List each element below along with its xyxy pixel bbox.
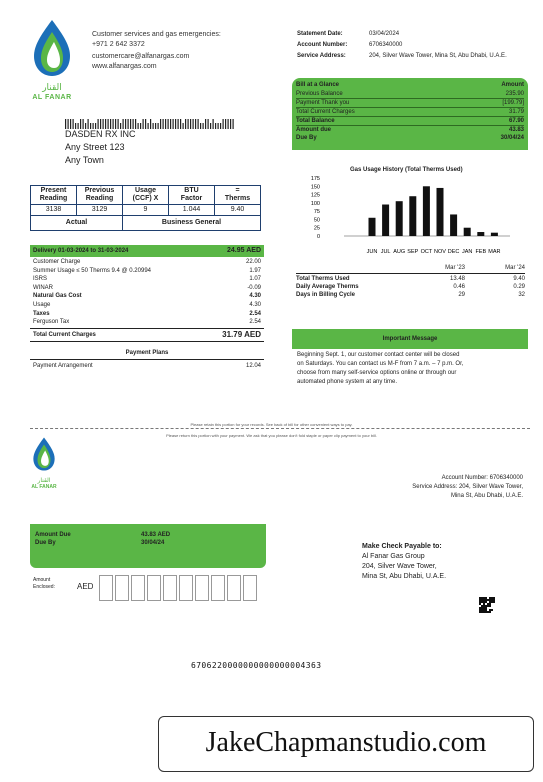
glance-row-value: 67.90 — [508, 118, 524, 124]
contact-email[interactable]: customercare@alfanargas.com — [92, 53, 190, 60]
amount-enclosed-label: Enclosed: — [33, 584, 55, 590]
present-reading-value: 3138 — [31, 205, 77, 216]
qr-module — [481, 597, 483, 599]
qr-module — [489, 601, 491, 603]
glance-row-value: [199.79] — [502, 100, 524, 106]
barcode-bar — [215, 123, 216, 129]
logo-arabic-text: القنار — [42, 83, 62, 93]
charge-label: ISRS — [33, 276, 48, 283]
customer-address — [65, 128, 136, 167]
qr-module — [479, 603, 481, 605]
contact-block — [92, 30, 262, 71]
barcode-bar — [220, 123, 221, 129]
contact-phone[interactable]: +971 2 642 3372 — [92, 41, 145, 48]
chart-ytick: 100 — [310, 200, 320, 207]
comparison-v2: 9.40 — [513, 276, 525, 282]
barcode-bar — [195, 119, 196, 129]
stub-amount-due-value: 43.83 AED — [141, 532, 171, 538]
hdr-previous-2: Reading — [85, 195, 114, 202]
qr-module — [483, 605, 485, 607]
qr-module — [483, 611, 485, 613]
qr-module — [485, 609, 487, 611]
comparison-v1: 0.46 — [453, 284, 465, 290]
amount-enclosed-currency: AED — [77, 582, 94, 591]
stub-logo-latin: AL FANAR — [31, 484, 57, 490]
important-message-body — [297, 351, 525, 387]
qr-module — [487, 605, 489, 607]
qr-module — [487, 603, 489, 605]
chart-xtick: NOV — [434, 249, 446, 255]
charge-value: 2.54 — [249, 319, 261, 326]
qr-module — [485, 599, 487, 601]
payment-arrangement-row — [30, 360, 264, 372]
barcode-bar — [140, 123, 141, 129]
chart-ytick: 150 — [310, 184, 320, 191]
account-number-value: 6706340000 — [369, 42, 403, 48]
charge-value: -0.09 — [247, 284, 261, 291]
barcode-bar — [153, 123, 154, 129]
qr-module — [481, 601, 483, 603]
chart-xtick: SEP — [407, 249, 419, 255]
comparison-label: Daily Average Therms — [296, 284, 359, 290]
qr-module — [483, 601, 485, 603]
qr-module — [493, 599, 495, 601]
qr-module — [485, 605, 487, 607]
barcode-bar — [200, 123, 201, 129]
qr-module — [483, 607, 485, 609]
chart-title: Gas Usage History (Total Therms Used) — [350, 167, 463, 173]
qr-module — [489, 597, 491, 599]
rate-class: Business General — [123, 216, 261, 231]
qr-module — [493, 597, 495, 599]
stub-address-line: Mina St, Abu Dhabi, U.A.E. — [450, 493, 523, 499]
chart-ytick: 75 — [313, 209, 320, 216]
chart-xtick: AUG — [393, 249, 406, 255]
charge-row — [33, 318, 261, 327]
chart-ytick: 50 — [313, 217, 320, 224]
charge-label: Taxes — [33, 310, 50, 317]
qr-module — [489, 609, 491, 611]
comparison-col2: Mar '24 — [505, 265, 525, 271]
qr-module — [485, 607, 487, 609]
glance-row-label: Previous Balance — [296, 91, 343, 97]
charge-row — [33, 258, 261, 267]
company-logo — [30, 18, 74, 102]
qr-module — [483, 599, 485, 601]
barcode-bar — [233, 119, 234, 129]
charge-row — [33, 275, 261, 284]
barcode-bar — [218, 123, 219, 129]
comparison-v1: 29 — [458, 292, 465, 298]
amount-enclosed — [33, 575, 273, 605]
hdr-present-1: Present — [40, 187, 67, 194]
glance-row-value: 31.79 — [508, 109, 524, 115]
service-address-value: 204, Silver Wave Tower, Mina St, Abu Dhabi, U.A.E. — [369, 53, 507, 59]
stub-address-line: Service Address: 204, Silver Wave Tower, — [412, 484, 523, 490]
charge-label: Natural Gas Cost — [33, 293, 82, 300]
customer-town: Any Town — [65, 155, 104, 165]
watermark-box — [158, 716, 534, 772]
hdr-present-2: Reading — [39, 195, 68, 202]
chart-bar — [409, 196, 416, 236]
charge-value: 1.07 — [249, 276, 261, 283]
chart-ytick: 25 — [313, 225, 320, 232]
chart-ytick: 125 — [310, 192, 320, 199]
glance-row-label: Payment Thank you — [296, 100, 350, 106]
qr-module — [489, 611, 491, 613]
qr-code-graphic — [479, 597, 495, 613]
barcode-bar — [225, 119, 226, 129]
payable-line: Al Fanar Gas Group — [362, 553, 425, 560]
stub-amount-due-label: Amount Due — [35, 532, 71, 538]
qr-module — [485, 597, 487, 599]
barcode-bar — [163, 119, 164, 129]
barcode-bar — [175, 119, 176, 129]
delivery-items — [30, 257, 264, 327]
charge-row — [33, 267, 261, 276]
barcode-bar — [165, 119, 166, 129]
usage-value: 9 — [123, 205, 169, 216]
qr-module — [485, 601, 487, 603]
amount-enclosed-label: Amount — [33, 577, 51, 583]
barcode-bar — [145, 119, 146, 129]
watermark-text: JakeChapmanstudio.com — [205, 727, 487, 758]
qr-module — [491, 609, 493, 611]
payable-line: Mina St, Abu Dhabi, U.A.E. — [362, 573, 447, 580]
chart-bar — [369, 218, 376, 236]
payment-arrangement-label: Payment Arrangement — [33, 362, 93, 369]
hdr-btu-1: BTU — [184, 187, 199, 194]
total-current-label: Total Current Charges — [33, 331, 96, 338]
charge-row — [33, 310, 261, 319]
barcode-bar — [198, 119, 199, 129]
chart-bar — [491, 233, 498, 236]
charge-label: Ferguson Tax — [33, 319, 70, 326]
logo-latin-text: AL FANAR — [32, 94, 72, 101]
micr-line: 6706220000000000000004363 — [191, 661, 322, 670]
barcode-bar — [228, 119, 229, 129]
chart-ytick: 0 — [316, 234, 320, 240]
hdr-usage-1: Usage — [134, 187, 156, 194]
stub-amount-due-box — [30, 524, 266, 568]
payable-block — [362, 542, 522, 582]
qr-module — [479, 607, 481, 609]
glance-row-label: Amount due — [296, 127, 331, 133]
important-line: Beginning Sept. 1, our customer contact center will be closed — [297, 352, 460, 358]
barcode-bar — [148, 123, 149, 129]
qr-module — [487, 611, 489, 613]
qr-module — [491, 597, 493, 599]
qr-module — [489, 603, 491, 605]
barcode-bar — [180, 119, 181, 129]
barcode-bar — [138, 123, 139, 129]
charge-row — [33, 284, 261, 293]
delivery-charges — [30, 245, 264, 372]
hdr-btu-2: Factor — [180, 195, 203, 202]
chart-bar — [477, 232, 484, 236]
payable-title: Make Check Payable to: — [362, 543, 442, 550]
perforation-line — [30, 428, 530, 429]
qr-module — [479, 601, 481, 603]
tear-notice-bottom: Please return this portion with your payment. We ask that you please don't fold staple or paper clip payment to your bill. — [166, 433, 377, 438]
barcode-bar — [168, 119, 169, 129]
stub-logo-arabic: القنار — [37, 477, 51, 484]
qr-module — [483, 609, 485, 611]
glance-row-label: Total Balance — [296, 118, 335, 124]
qr-module — [481, 599, 483, 601]
important-line: on Saturdays. You can contact us M-F from 7 a.m. – 7 p.m. Or, — [297, 361, 464, 367]
glance-row-label: Due By — [296, 135, 317, 141]
chart-bar — [396, 201, 403, 236]
charge-value: 1.97 — [249, 267, 261, 274]
chart-svg — [300, 164, 520, 260]
charge-label: Summer Usage ≤ 50 Therms 9.4 @ 0.20994 — [33, 267, 151, 274]
qr-module — [491, 599, 493, 601]
chart-bar — [464, 228, 471, 236]
hdr-therms-2: Therms — [224, 195, 251, 202]
chart-bar — [423, 186, 430, 236]
charge-label: Customer Charge — [33, 259, 81, 265]
contact-website[interactable]: www.alfanargas.com — [92, 63, 157, 70]
barcode-bar — [223, 119, 224, 129]
qr-module — [483, 597, 485, 599]
charge-value: 22.00 — [245, 259, 261, 265]
delivery-header — [30, 245, 264, 257]
qr-module — [479, 599, 481, 601]
glance-row-label: Total Current Charges — [296, 109, 355, 115]
payment-plans-title: Payment Plans — [30, 349, 264, 360]
charge-row — [33, 292, 261, 301]
hdr-previous-1: Previous — [84, 187, 115, 194]
barcode-bar — [170, 119, 171, 129]
barcode-bar — [155, 123, 156, 129]
chart-xtick: JAN — [462, 249, 473, 255]
glance-row-value: 43.83 — [508, 127, 524, 133]
barcode-bar — [160, 119, 161, 129]
charge-label: WINAR — [33, 284, 53, 291]
previous-reading-value: 3129 — [77, 205, 123, 216]
qr-module — [489, 605, 491, 607]
chart-xtick: FEB — [475, 249, 487, 255]
statement-date-label: Statement Date: — [297, 31, 343, 37]
delivery-title: Delivery 01-03-2024 to 31-03-2024 — [33, 248, 129, 254]
charge-value: 2.54 — [249, 310, 261, 317]
usage-comparison — [296, 264, 525, 299]
payment-arrangement-value: 12.04 — [245, 362, 261, 369]
stub-account-number: Account Number: 6706340000 — [441, 475, 523, 481]
stub-account-info — [340, 474, 523, 501]
therms-value: 9.40 — [215, 205, 261, 216]
stub-due-by-value: 30/04/24 — [141, 540, 165, 546]
stub-due-by-label: Due By — [35, 540, 56, 546]
qr-module — [479, 597, 481, 599]
contact-heading: Customer services and gas emergencies: — [92, 31, 221, 38]
total-current-value: 31.79 AED — [222, 329, 261, 339]
barcode-bar — [193, 119, 194, 129]
barcode-bar — [143, 119, 144, 129]
chart-xtick: OCT — [420, 249, 433, 255]
qr-module — [481, 609, 483, 611]
barcode-bar — [203, 123, 204, 129]
hdr-therms-1: = — [235, 187, 240, 194]
barcode-bar — [185, 119, 186, 129]
important-message-header: Important Message — [292, 329, 528, 349]
chart-ytick: 175 — [310, 176, 320, 182]
glance-amount-header: Amount — [501, 82, 524, 88]
qr-module — [479, 609, 481, 611]
important-line: choose from many self-service options online or through our — [297, 370, 457, 376]
statement-info — [297, 30, 527, 60]
barcode-bar — [230, 119, 231, 129]
stub-flame-logo-icon — [31, 436, 57, 472]
barcode-bar — [205, 119, 206, 129]
customer-name: DASDEN RX INC — [65, 129, 136, 139]
qr-module — [491, 601, 493, 603]
comparison-label: Days in Billing Cycle — [296, 292, 356, 298]
barcode-bar — [190, 119, 191, 129]
chart-xtick: JUL — [380, 249, 391, 255]
qr-module — [485, 611, 487, 613]
charge-row — [33, 301, 261, 310]
delivery-total: 24.95 AED — [227, 247, 261, 254]
barcode-bar — [150, 119, 151, 129]
chart-xtick: DEC — [447, 249, 460, 255]
glance-title: Bill at a Glance — [296, 82, 340, 88]
postal-barcode — [65, 116, 235, 126]
customer-street: Any Street 123 — [65, 142, 125, 152]
comparison-v2: 0.29 — [513, 284, 525, 290]
qr-module — [493, 601, 495, 603]
comparison-col1: Mar '23 — [445, 265, 465, 271]
bill-at-a-glance — [292, 78, 528, 150]
tear-notice-top: Please retain this portion for your records. See back of bill for other convenient ways to pay. — [190, 422, 353, 427]
barcode-bar — [158, 123, 159, 129]
barcode-bar — [208, 119, 209, 129]
statement-date-value: 03/04/2024 — [369, 31, 400, 37]
barcode-bar — [178, 119, 179, 129]
charge-label: Usage — [33, 301, 51, 308]
barcode-bar — [188, 119, 189, 129]
service-address-label: Service Address: — [297, 53, 346, 59]
account-number-label: Account Number: — [297, 42, 348, 48]
comparison-v2: 32 — [518, 292, 525, 298]
barcode-bar — [213, 119, 214, 129]
payable-line: 204, Silver Wave Tower, — [362, 563, 437, 570]
amount-enclosed-field[interactable] — [99, 575, 273, 601]
chart-bar — [450, 214, 457, 236]
total-current-charges — [30, 328, 264, 342]
stub-logo — [31, 436, 57, 488]
meter-reading-table — [30, 185, 261, 231]
comparison-v1: 13.48 — [449, 276, 465, 282]
qr-module — [489, 599, 491, 601]
qr-module — [481, 611, 483, 613]
barcode-bar — [173, 119, 174, 129]
qr-module — [481, 607, 483, 609]
charge-value: 4.30 — [249, 293, 261, 300]
qr-module — [481, 605, 483, 607]
qr-code-icon — [479, 597, 495, 613]
chart-xtick: JUN — [366, 249, 378, 255]
barcode-bar — [183, 123, 184, 129]
reading-type: Actual — [31, 216, 123, 231]
glance-row-value: 30/04/24 — [500, 135, 524, 141]
charge-value: 4.30 — [249, 301, 261, 308]
btu-factor-value: 1.044 — [169, 205, 215, 216]
chart-bar — [382, 205, 389, 236]
chart-xtick: MAR — [488, 249, 501, 255]
qr-module — [479, 611, 481, 613]
comparison-label: Total Therms Used — [296, 276, 350, 282]
glance-row-value: 235.90 — [505, 91, 524, 97]
qr-module — [483, 603, 485, 605]
flame-logo-icon — [30, 18, 74, 78]
qr-module — [487, 599, 489, 601]
barcode-bar — [210, 123, 211, 129]
important-line: automated phone system at any time. — [297, 379, 398, 385]
usage-history-chart — [300, 164, 520, 260]
chart-bar — [437, 188, 444, 236]
hdr-usage-2: (CCF) X — [132, 195, 159, 202]
